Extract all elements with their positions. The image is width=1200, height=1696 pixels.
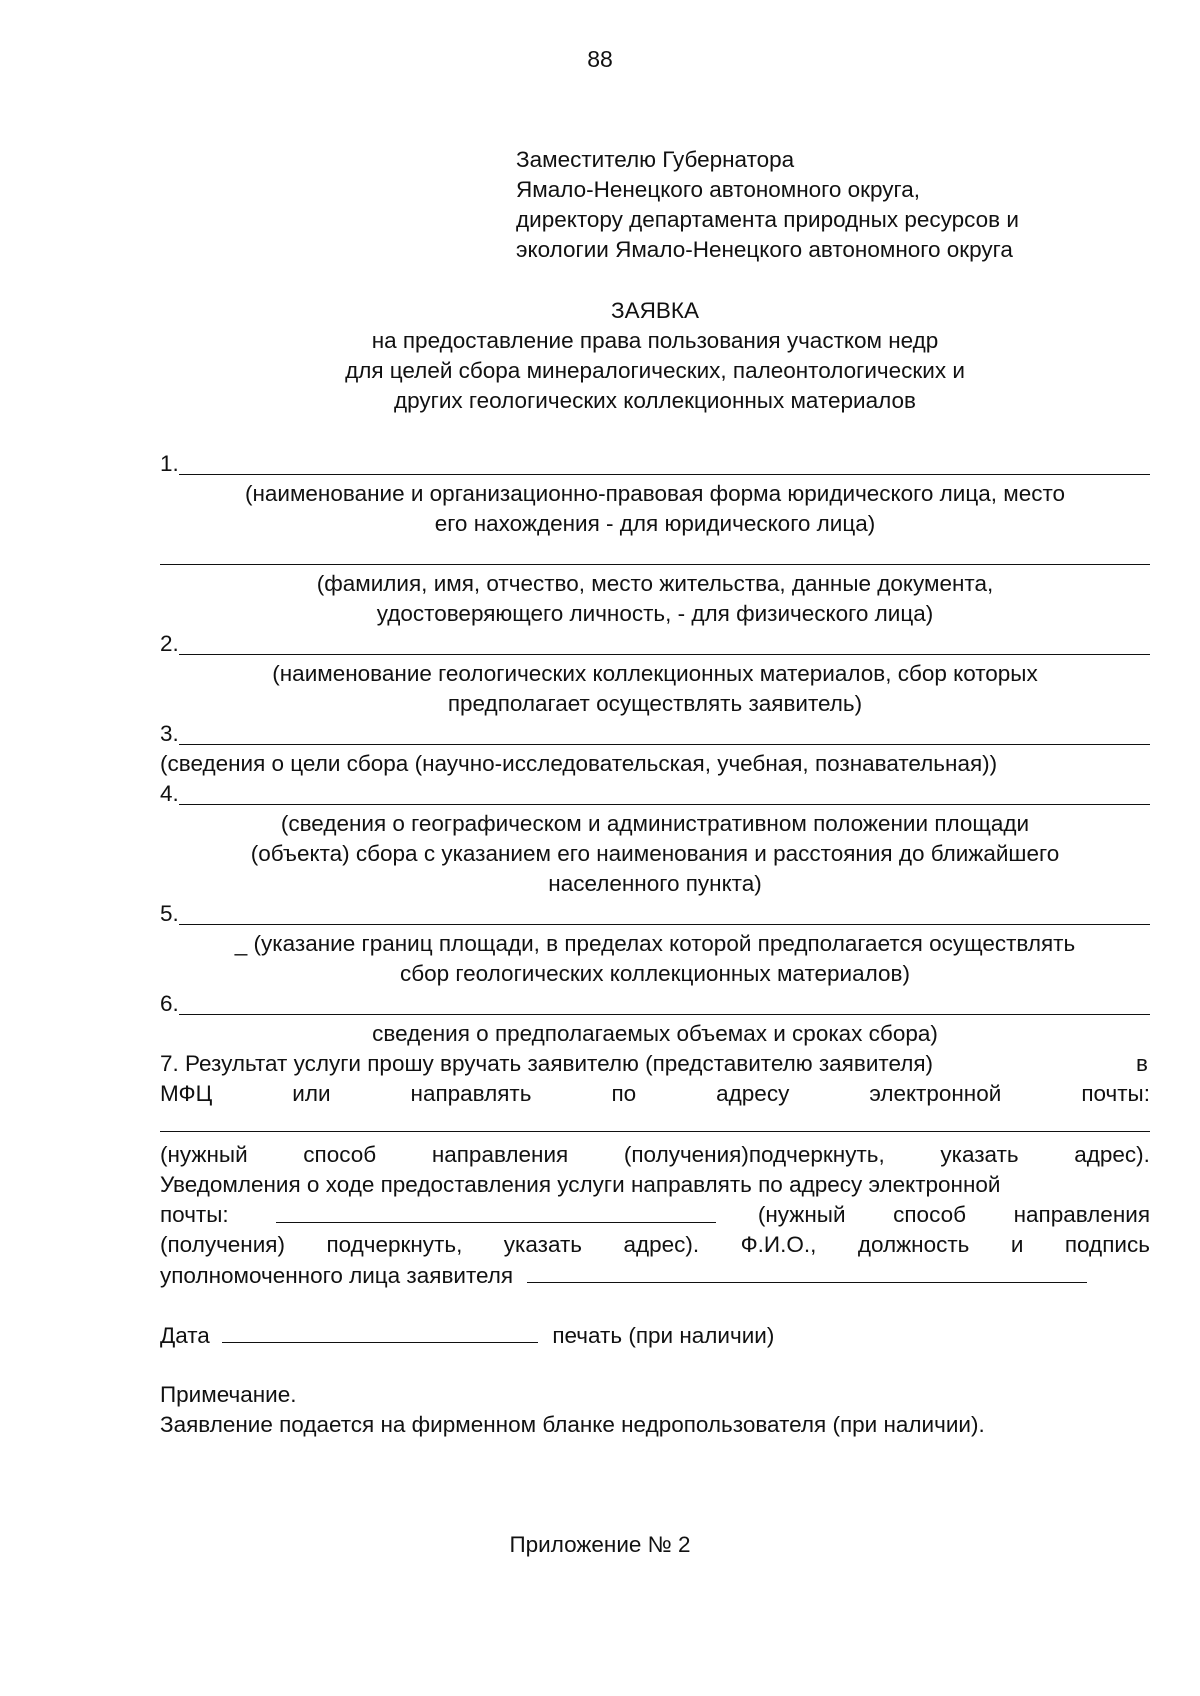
- document-title: [160, 296, 1150, 416]
- field-number: 5.: [160, 901, 179, 926]
- field-hint: удостоверяющего личность, - для физического лица): [376, 601, 934, 626]
- note-title: Примечание.: [160, 1382, 297, 1407]
- notification-email-blank[interactable]: [276, 1200, 716, 1223]
- field-hint: предполагает осуществлять заявитель): [447, 691, 863, 716]
- item-7-line: почты: (нужный способ направления: [160, 1202, 1150, 1227]
- field-number: 4.: [160, 781, 179, 806]
- field-hint: его нахождения - для юридического лица): [434, 511, 876, 536]
- field-number: 6.: [160, 991, 179, 1016]
- addressee-line: экологии Ямало-Ненецкого автономного округа: [516, 237, 1013, 262]
- addressee-line: директору департамента природных ресурсов и: [516, 207, 1019, 232]
- seal-label: печать (при наличии): [552, 1323, 775, 1348]
- field-hint: (объекта) сбора с указанием его наименования и расстояния до ближайшего: [250, 841, 1060, 866]
- field-hint: (сведения о цели сбора (научно-исследовательская, учебная, познавательная)): [160, 751, 998, 776]
- blank-line[interactable]: [179, 452, 1150, 475]
- title-line: других геологических коллекционных материалов: [394, 388, 916, 413]
- item-7-line: уполномоченного лица заявителя: [160, 1260, 1150, 1290]
- item-7-line: Уведомления о ходе предоставления услуги направлять по адресу электронной: [160, 1172, 1001, 1197]
- title-line: для целей сбора минералогических, палеонтологических и: [345, 358, 965, 383]
- field-3-purpose[interactable]: [160, 719, 1150, 749]
- field-hint: _ (указание границ площади, в пределах которой предполагается осуществлять: [234, 931, 1076, 956]
- field-hint: сведения о предполагаемых объемах и сроках сбора): [372, 1021, 938, 1046]
- addressee-line: Ямало-Ненецкого автономного округа,: [516, 177, 921, 202]
- email-blank-line[interactable]: [160, 1109, 1150, 1132]
- date-line: [160, 1320, 1150, 1350]
- date-label: Дата: [160, 1323, 210, 1348]
- field-hint: (фамилия, имя, отчество, место жительства, данные документа,: [316, 571, 994, 596]
- date-blank[interactable]: [222, 1320, 538, 1343]
- field-hint: (сведения о географическом и административном положении площади: [280, 811, 1030, 836]
- field-hint: сбор геологических коллекционных материалов): [400, 961, 910, 986]
- item-7-line: (получения) подчеркнуть, указать адрес). Ф.И.О., должность и подпись: [160, 1232, 1150, 1257]
- title-line: на предоставление права пользования участком недр: [371, 328, 939, 353]
- field-number: 1.: [160, 451, 179, 476]
- blank-line[interactable]: [179, 992, 1150, 1015]
- page-number: 88: [587, 46, 613, 72]
- field-4-location[interactable]: [160, 779, 1150, 809]
- field-number: 2.: [160, 631, 179, 656]
- blank-line[interactable]: [160, 542, 1150, 565]
- field-1-applicant[interactable]: [160, 449, 1150, 479]
- blank-line[interactable]: [179, 902, 1150, 925]
- addressee-line: Заместителю Губернатора: [516, 147, 795, 172]
- signature-blank[interactable]: [527, 1260, 1087, 1283]
- title-heading: ЗАЯВКА: [611, 298, 699, 323]
- blank-line[interactable]: [179, 722, 1150, 745]
- field-hint: (наименование и организационно-правовая форма юридического лица, место: [244, 481, 1066, 506]
- blank-line[interactable]: [179, 782, 1150, 805]
- item-7-line: МФЦ или направлять по адресу электронной почты:: [160, 1081, 1150, 1106]
- field-1-person[interactable]: [160, 539, 1150, 569]
- field-number: 3.: [160, 721, 179, 746]
- field-hint: населенного пункта): [548, 871, 762, 896]
- item-7-line: (нужный способ направления (получения)подчеркнуть, указать адрес).: [160, 1142, 1150, 1167]
- field-2-materials[interactable]: [160, 629, 1150, 659]
- blank-line[interactable]: [179, 632, 1150, 655]
- item-7-line: 7. Результат услуги прошу вручать заявителю (представителю заявителя) в: [160, 1051, 1148, 1076]
- application-form: [160, 449, 1150, 1440]
- addressee-block: [516, 145, 1156, 265]
- appendix-label: Приложение № 2: [509, 1532, 691, 1557]
- field-6-volumes[interactable]: [160, 989, 1150, 1019]
- note-text: Заявление подается на фирменном бланке недропользователя (при наличии).: [160, 1412, 985, 1437]
- field-5-boundaries[interactable]: [160, 899, 1150, 929]
- field-hint: (наименование геологических коллекционных материалов, сбор которых: [272, 661, 1038, 686]
